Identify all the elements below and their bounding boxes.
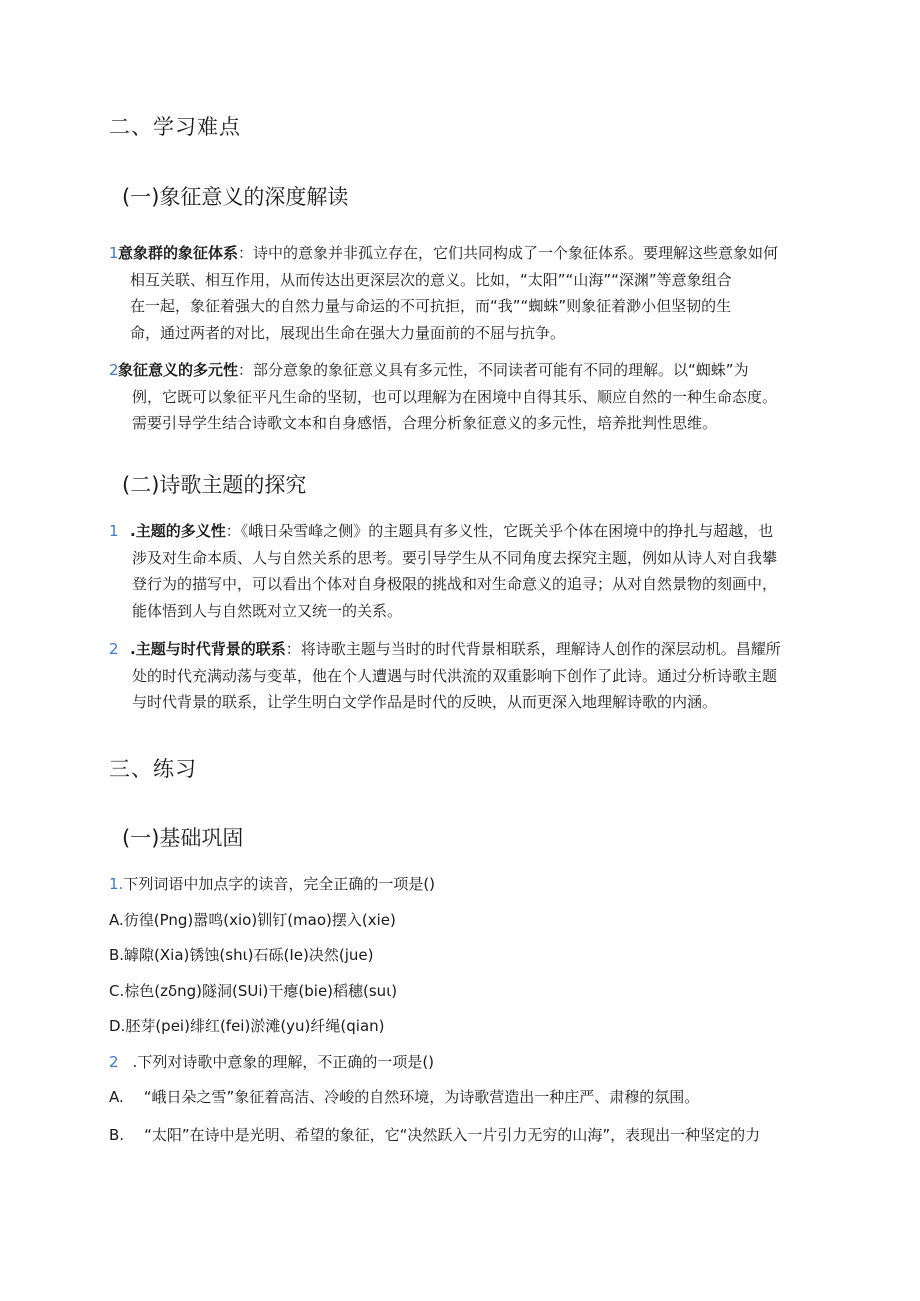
item-text: 涉及对生命本质、人与自然关系的思考。要引导学生从不同角度去探究主题，例如从诗人对自我攀 (132, 548, 778, 567)
item-text: 部分意象的象征意义具有多元性，不同读者可能有不同的理解。以“蜘蛛”为 (253, 361, 749, 379)
question-2-option-a (109, 1086, 699, 1108)
list-number: 1 (109, 244, 119, 262)
item-text: 与时代背景的联系，让学生明白文学作品是时代的反映，从而更深入地理解诗歌的内涵。 (132, 693, 718, 711)
item-text: 登行为的描写中，可以看出个体对自身极限的挑战和对生命意义的追寻；从对自然景物的刻画中， (132, 575, 778, 593)
list-item: .主题的多义性：《峨日朵雪峰之侧》的主题具有多义性，它既关乎个体在困境中的挣扎与超越，也 涉及对生命本质、人与自然关系的思考。要引导学生从不同角度去探究主题，例如从诗人对自我攀 登行为的描写中，可以看出个体对自身极限的挑战和对生命意义的追寻；从对自然景物的刻画中， 能体悟到人与自然既对立又统一的关系。 (130, 518, 810, 624)
option-label: B. (109, 1126, 125, 1144)
item-text: 例，它既可以象征平凡生命的坚韧，也可以理解为在困境中自得其乐、顺应自然的一种生命态度。 (132, 387, 778, 406)
subheading-basic-consolidation: (一)基础巩固 (122, 826, 244, 850)
item-text: 命，通过两者的对比，展现出生命在强大力量面前的不屈与抗争。 (130, 323, 566, 342)
list-number: 1 (109, 522, 119, 540)
item-text: 需要引导学生结合诗歌文本和自身感悟，合理分析象征意义的多元性，培养批判性思维。 (132, 414, 718, 432)
question-number: 1. (109, 875, 124, 893)
item-text: 《峨日朵雪峰之侧》的主题具有多义性，它既关乎个体在困境中的挣扎与超越，也 (240, 522, 774, 540)
section-heading-learning-difficulties: 二、学习难点 (109, 115, 241, 139)
question-2 (109, 1051, 434, 1073)
question-text: 下列词语中加点字的读音，完全正确的一项是() (123, 875, 436, 893)
question-1-option-b: B.罅隙(Xia)锈蚀(shι)石砾(Ie)决然(jue) (109, 946, 374, 964)
section-heading-practice: 三、练习 (109, 757, 197, 781)
item-title: .主题与时代背景的联系 (130, 640, 286, 658)
item-text: 能体悟到人与自然既对立又统一的关系。 (132, 601, 403, 620)
question-1-option-d: D.胚芽(pei)绯红(fei)淤滩(yu)纤绳(qian) (109, 1017, 385, 1035)
option-label: A. (109, 1088, 124, 1106)
list-number: 2 (109, 361, 119, 379)
question-2-option-b (109, 1124, 760, 1146)
list-number: 2 (109, 640, 119, 658)
item-title: .主题的多义性 (130, 522, 226, 540)
item-text: 将诗歌主题与当时的时代背景相联系，理解诗人创作的深层动机。昌耀所 (300, 640, 781, 658)
subheading-poem-theme: (二)诗歌主题的探究 (122, 473, 307, 497)
question-text: .下列对诗歌中意象的理解，不正确的一项是() (132, 1053, 435, 1071)
item-title: 意象群的象征体系 (118, 244, 239, 262)
question-1 (109, 873, 435, 895)
question-1-option-c: C.棕色(zδng)隧洞(SUi)干瘪(bie)稻穗(suι) (109, 982, 398, 1000)
item-text: 处的时代充满动荡与变革，他在个人遭遇与时代洪流的双重影响下创作了此诗。通过分析诗歌主题 (132, 666, 778, 685)
item-text: 诗中的意象并非孤立存在，它们共同构成了一个象征体系。要理解这些意象如何 (253, 244, 779, 262)
list-item: 象征意义的多元性：部分意象的象征意义具有多元性，不同读者可能有不同的理解。以“蜘蛛”为 例，它既可以象征平凡生命的坚韧，也可以理解为在困境中自得其乐、顺应自然的一种生命态度。 需要引导学生结合诗歌文本和自身感悟，合理分析象征意义的多元性，培养批判性思维。 (118, 357, 808, 437)
question-number: 2 (109, 1053, 119, 1071)
list-item: 意象群的象征体系：诗中的意象并非孤立存在，它们共同构成了一个象征体系。要理解这些意象如何 相互关联、相互作用，从而传达出更深层次的意义。比如，“太阳”“山海”“深渊”等意象组合 在一起，象征着强大的自然力量与命运的不可抗拒，而“我”“蜘蛛”则象征着渺小但坚韧的生 命，通过两者的对比，展现出生命在强大力量面前的不屈与抗争。 (118, 240, 808, 346)
option-text: “峨日朵之雪”象征着高洁、冷峻的自然环境，为诗歌营造出一种庄严、肃穆的氛围。 (143, 1088, 700, 1106)
question-1-option-a: A.彷徨(Png)嚣鸣(xio)钏钉(mao)摆入(xie) (109, 911, 396, 929)
item-text: 在一起，象征着强大的自然力量与命运的不可抗拒，而“我”“蜘蛛”则象征着渺小但坚韧的生 (130, 297, 732, 315)
item-text: 相互关联、相互作用，从而传达出更深层次的意义。比如，“太阳”“山海”“深渊”等意象组合 (130, 270, 732, 289)
option-text: “太阳”在诗中是光明、希望的象征，它“决然跃入一片引力无穷的山海”，表现出一种坚定的力 (144, 1126, 761, 1144)
item-title: 象征意义的多元性 (118, 361, 239, 379)
subheading-symbolic-meaning: (一)象征意义的深度解读 (122, 185, 349, 209)
list-item: .主题与时代背景的联系：将诗歌主题与当时的时代背景相联系，理解诗人创作的深层动机。昌耀所 处的时代充满动荡与变革，他在个人遭遇与时代洪流的双重影响下创作了此诗。通过分析诗歌主题 与时代背景的联系，让学生明白文学作品是时代的反映，从而更深入地理解诗歌的内涵。 (130, 636, 810, 716)
